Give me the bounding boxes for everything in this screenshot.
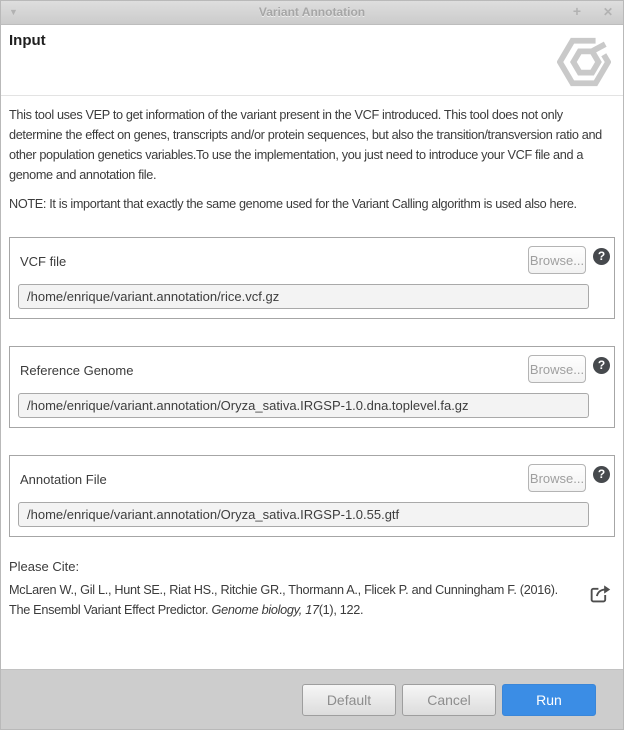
description-text: This tool uses VEP to get information of the variant present in the VCF introduced. This tool does not only determine the effect on genes, transcripts and/or protein sequences, but also the transition/transversion ratio and other population genetics variables.To use the implementation, you just need to introduce your VCF file and a genome and annotation file. [9,108,602,182]
maximize-icon[interactable]: + [572,3,581,19]
shade-icon[interactable]: ▼ [9,7,18,17]
reference-genome-browse-button[interactable]: Browse... [528,355,586,383]
vcf-file-group [9,237,615,319]
reference-genome-label: Reference Genome [20,363,134,378]
hexagon-logo-icon [557,37,611,92]
header [1,25,623,96]
citation-text [9,580,615,620]
citation-before: McLaren W., Gil L., Hunt SE., Riat HS., Ritchie GR., Thormann A., Flicek P. and Cunningham F. (2016). The Ensembl Variant Effect Predictor. [9,583,558,617]
titlebar [1,1,623,25]
reference-genome-help-icon[interactable]: ? [593,357,610,374]
close-icon[interactable]: ✕ [602,5,613,19]
vcf-path-input[interactable] [18,284,589,309]
annotation-file-group [9,455,615,537]
annotation-file-browse-button[interactable]: Browse... [528,464,586,492]
citation-after: (1), 122. [318,603,364,617]
annotation-file-label: Annotation File [20,472,107,487]
footer-bar [1,669,623,729]
page-title: Input [9,32,46,49]
default-button[interactable]: Default [302,684,396,716]
content [1,105,623,620]
note-text: NOTE: It is important that exactly the same genome used for the Variant Calling algorithm is used also here. [9,197,577,211]
cancel-button[interactable]: Cancel [402,684,496,716]
vcf-help-icon[interactable]: ? [593,248,610,265]
share-icon[interactable] [588,582,613,613]
annotation-file-help-icon[interactable]: ? [593,466,610,483]
citation-journal: Genome biology, 17 [211,603,319,617]
vcf-browse-button[interactable]: Browse... [528,246,586,274]
annotation-file-path-input[interactable] [18,502,589,527]
reference-genome-group [9,346,615,428]
please-cite-heading: Please Cite: [9,559,80,574]
reference-genome-path-input[interactable] [18,393,589,418]
window-title: Variant Annotation [258,5,366,19]
vcf-file-label: VCF file [20,254,67,269]
run-button[interactable]: Run [502,684,596,716]
